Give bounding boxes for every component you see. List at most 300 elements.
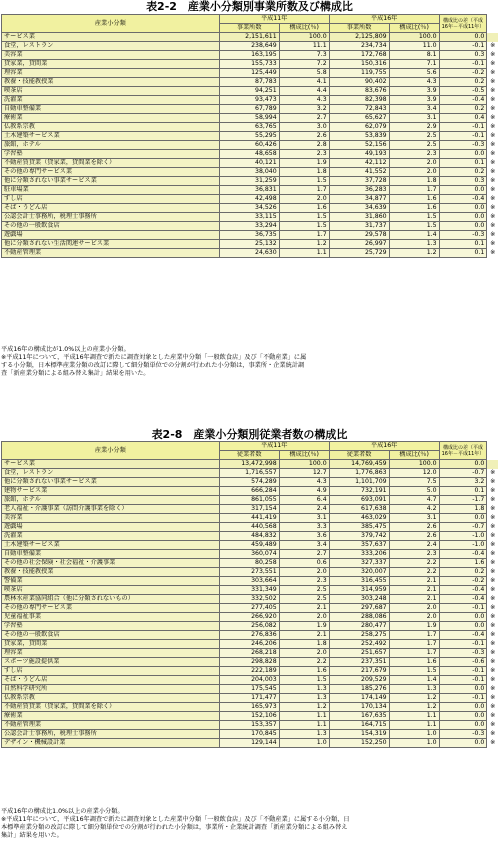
table-row — [2, 123, 499, 132]
ratio-16-cell: 2.2 — [389, 568, 439, 577]
count-11-cell: 175,545 — [219, 685, 279, 694]
count-16-cell: 217,679 — [329, 667, 389, 676]
table-row — [2, 240, 499, 249]
table1-count-header-11: 事業所数 — [219, 24, 279, 33]
note-line: 平成16年の構成比が1.0%以上の産業小分類。 — [1, 346, 130, 353]
row-label: 旅館，ホテル — [2, 141, 220, 150]
count-11-cell: 332,502 — [219, 595, 279, 604]
ratio-11-cell: 3.0 — [279, 123, 329, 132]
ratio-16-cell: 11.0 — [389, 42, 439, 51]
table1-notes — [1, 346, 481, 378]
row-label: 食堂，レストラン — [2, 42, 220, 51]
row-label: 農林水産業協同組合（他に分類されないもの） — [2, 595, 220, 604]
count-16-cell: 288,086 — [329, 613, 389, 622]
ratio-11-cell: 2.3 — [279, 577, 329, 586]
ratio-16-cell: 1.4 — [389, 676, 439, 685]
note-mark: ※ — [487, 694, 498, 703]
diff-cell: 0.1 — [439, 487, 487, 496]
ratio-16-cell: 3.1 — [389, 514, 439, 523]
count-11-cell: 36,735 — [219, 231, 279, 240]
ratio-11-cell: 4.9 — [279, 487, 329, 496]
count-16-cell: 34,639 — [329, 204, 389, 213]
ratio-11-cell: 3.6 — [279, 532, 329, 541]
ratio-11-cell: 1.6 — [279, 667, 329, 676]
ratio-16-cell: 2.6 — [389, 523, 439, 532]
ratio-16-cell: 3.9 — [389, 87, 439, 96]
count-16-cell: 172,768 — [329, 51, 389, 60]
diff-cell: -0.6 — [439, 658, 487, 667]
count-11-cell: 40,121 — [219, 159, 279, 168]
ratio-11-cell: 3.1 — [279, 514, 329, 523]
table2-employees — [1, 441, 498, 748]
ratio-16-cell: 3.1 — [389, 114, 439, 123]
diff-cell: 0.0 — [439, 613, 487, 622]
diff-cell: -0.4 — [439, 631, 487, 640]
row-label: 療術業 — [2, 712, 220, 721]
row-label: 旅館，ホテル — [2, 496, 220, 505]
count-16-cell: 82,398 — [329, 96, 389, 105]
count-16-cell: 37,728 — [329, 177, 389, 186]
table2-h11-header: 平成11年 — [219, 442, 329, 451]
table-row — [2, 685, 499, 694]
count-16-cell: 152,250 — [329, 739, 389, 748]
ratio-16-cell: 1.3 — [389, 685, 439, 694]
count-16-cell: 320,007 — [329, 568, 389, 577]
diff-cell: 0.0 — [439, 33, 487, 42]
row-label: 警備業 — [2, 577, 220, 586]
note-mark: ※ — [487, 123, 498, 132]
row-label: 不動産管理業 — [2, 721, 220, 730]
note-mark: ※ — [487, 168, 498, 177]
ratio-11-cell: 2.4 — [279, 505, 329, 514]
row-label: 他に分類されない事業サービス業 — [2, 177, 220, 186]
diff-cell: 0.0 — [439, 186, 487, 195]
note-mark: ※ — [487, 240, 498, 249]
count-16-cell: 34,877 — [329, 195, 389, 204]
row-label: 仏教系宗教 — [2, 694, 220, 703]
table-row — [2, 78, 499, 87]
note-mark: ※ — [487, 69, 498, 78]
note-mark: ※ — [487, 721, 498, 730]
count-11-cell: 266,920 — [219, 613, 279, 622]
ratio-16-cell: 1.7 — [389, 631, 439, 640]
table-row — [2, 712, 499, 721]
table-row — [2, 622, 499, 631]
row-label: 自動車整備業 — [2, 550, 220, 559]
diff-cell: 0.2 — [439, 105, 487, 114]
diff-cell: -0.4 — [439, 550, 487, 559]
table-row — [2, 586, 499, 595]
row-label: 自然科学研究所 — [2, 685, 220, 694]
count-16-cell: 25,729 — [329, 249, 389, 258]
row-label: その他の専門サービス業 — [2, 168, 220, 177]
diff-cell: 0.2 — [439, 568, 487, 577]
note-mark — [487, 460, 498, 469]
note-line: する小分類，日本標準産業分類の改訂に際して細分類単位での分割が行われた小分類は，事業所・企業統計調 — [1, 362, 305, 369]
count-11-cell: 256,082 — [219, 622, 279, 631]
row-label: 不動産賃貸業（貸家業，貸間業を除く） — [2, 159, 220, 168]
ratio-16-cell: 2.4 — [389, 541, 439, 550]
table-row — [2, 69, 499, 78]
ratio-11-cell: 1.3 — [279, 685, 329, 694]
table-row — [2, 231, 499, 240]
count-16-cell: 316,455 — [329, 577, 389, 586]
row-label: 学習塾 — [2, 150, 220, 159]
note-mark: ※ — [487, 222, 498, 231]
ratio-16-cell: 4.3 — [389, 78, 439, 87]
row-label: 土木建築サービス業 — [2, 132, 220, 141]
diff-cell: -0.1 — [439, 42, 487, 51]
ratio-11-cell: 3.4 — [279, 541, 329, 550]
ratio-16-cell: 2.0 — [389, 613, 439, 622]
count-11-cell: 165,973 — [219, 703, 279, 712]
count-11-cell: 484,832 — [219, 532, 279, 541]
row-label: 公認会計士事務所，税理士事務所 — [2, 730, 220, 739]
ratio-11-cell: 2.0 — [279, 613, 329, 622]
row-label: 遊戯場 — [2, 523, 220, 532]
diff-cell: -0.1 — [439, 132, 487, 141]
count-11-cell: 2,151,611 — [219, 33, 279, 42]
row-label: 教養・技能教授業 — [2, 78, 220, 87]
table1-title: 表2-2 産業小分類別事業所数及び構成比 — [146, 0, 353, 13]
row-label: 老人福祉・介護事業（訪問介護事業を除く） — [2, 505, 220, 514]
row-label: 駐車場業 — [2, 186, 220, 195]
count-11-cell: 55,295 — [219, 132, 279, 141]
count-11-cell: 36,831 — [219, 186, 279, 195]
ratio-11-cell: 12.7 — [279, 469, 329, 478]
ratio-11-cell: 2.1 — [279, 631, 329, 640]
note-mark: ※ — [487, 496, 498, 505]
table-row — [2, 177, 499, 186]
note-mark: ※ — [487, 505, 498, 514]
ratio-16-cell: 5.0 — [389, 487, 439, 496]
row-label: その他の一般飲食店 — [2, 631, 220, 640]
table-row — [2, 640, 499, 649]
ratio-11-cell: 1.9 — [279, 159, 329, 168]
ratio-16-cell: 1.2 — [389, 703, 439, 712]
count-16-cell: 41,552 — [329, 168, 389, 177]
note-mark: ※ — [487, 132, 498, 141]
ratio-16-cell: 1.8 — [389, 177, 439, 186]
count-11-cell: 31,259 — [219, 177, 279, 186]
note-mark: ※ — [487, 469, 498, 478]
table-row — [2, 168, 499, 177]
ratio-16-cell: 2.0 — [389, 168, 439, 177]
ratio-11-cell: 1.6 — [279, 204, 329, 213]
count-11-cell: 246,206 — [219, 640, 279, 649]
count-16-cell: 65,627 — [329, 114, 389, 123]
note-mark — [487, 33, 498, 42]
ratio-11-cell: 1.8 — [279, 640, 329, 649]
count-16-cell: 31,860 — [329, 213, 389, 222]
count-11-cell: 80,258 — [219, 559, 279, 568]
table-row — [2, 249, 499, 258]
diff-cell: 0.0 — [439, 721, 487, 730]
row-label: 不動産管理業 — [2, 249, 220, 258]
note-mark: ※ — [487, 676, 498, 685]
table1-establishments — [1, 14, 498, 258]
count-11-cell: 861,055 — [219, 496, 279, 505]
note-line: 集計」結果を用いた。 — [1, 832, 63, 839]
ratio-11-cell: 4.3 — [279, 96, 329, 105]
table-row — [2, 469, 499, 478]
ratio-16-cell: 1.2 — [389, 249, 439, 258]
count-16-cell: 154,319 — [329, 730, 389, 739]
ratio-16-cell: 4.2 — [389, 505, 439, 514]
count-16-cell: 83,676 — [329, 87, 389, 96]
row-label: 療術業 — [2, 114, 220, 123]
diff-cell: -0.2 — [439, 69, 487, 78]
diff-cell: -0.1 — [439, 694, 487, 703]
ratio-16-cell: 2.1 — [389, 577, 439, 586]
note-mark: ※ — [487, 60, 498, 69]
note-mark: ※ — [487, 577, 498, 586]
count-11-cell: 58,994 — [219, 114, 279, 123]
count-11-cell: 152,106 — [219, 712, 279, 721]
row-label: そば・うどん店 — [2, 204, 220, 213]
table-row — [2, 33, 499, 42]
row-label: そば・うどん店 — [2, 676, 220, 685]
ratio-11-cell: 2.6 — [279, 132, 329, 141]
diff-cell: 0.0 — [439, 150, 487, 159]
row-label: すし店 — [2, 195, 220, 204]
row-label: 仏教系宗教 — [2, 123, 220, 132]
row-label: その他の専門サービス業 — [2, 604, 220, 613]
ratio-16-cell: 1.4 — [389, 231, 439, 240]
ratio-16-cell: 3.9 — [389, 96, 439, 105]
count-11-cell: 170,845 — [219, 730, 279, 739]
count-16-cell: 42,112 — [329, 159, 389, 168]
table-row — [2, 523, 499, 532]
count-11-cell: 13,472,998 — [219, 460, 279, 469]
diff-cell: 0.2 — [439, 168, 487, 177]
table-row — [2, 559, 499, 568]
table-row — [2, 514, 499, 523]
table-row — [2, 649, 499, 658]
ratio-16-cell: 2.9 — [389, 123, 439, 132]
count-11-cell: 24,630 — [219, 249, 279, 258]
ratio-16-cell: 1.6 — [389, 658, 439, 667]
row-label: デザイン・機械設計業 — [2, 739, 220, 748]
table-row — [2, 667, 499, 676]
count-16-cell: 90,402 — [329, 78, 389, 87]
row-label: サービス業 — [2, 460, 220, 469]
diff-cell: 0.0 — [439, 213, 487, 222]
ratio-16-cell: 1.5 — [389, 222, 439, 231]
diff-cell: 0.3 — [439, 51, 487, 60]
ratio-16-cell: 7.1 — [389, 60, 439, 69]
note-line: 平成16年の構成比1.0%以上の産業小分類。 — [1, 808, 124, 815]
note-mark: ※ — [487, 231, 498, 240]
diff-cell: -0.2 — [439, 577, 487, 586]
table-row — [2, 631, 499, 640]
count-11-cell: 38,040 — [219, 168, 279, 177]
count-11-cell: 222,189 — [219, 667, 279, 676]
diff-cell: -0.4 — [439, 195, 487, 204]
count-16-cell: 234,734 — [329, 42, 389, 51]
table-row — [2, 42, 499, 51]
count-11-cell: 129,144 — [219, 739, 279, 748]
note-mark: ※ — [487, 595, 498, 604]
table2-ratio-header-16: 構成比(％) — [389, 451, 439, 460]
note-mark: ※ — [487, 213, 498, 222]
count-16-cell: 31,737 — [329, 222, 389, 231]
row-label: 教養・技能教授業 — [2, 568, 220, 577]
table-row — [2, 105, 499, 114]
note-mark: ※ — [487, 739, 498, 748]
count-11-cell: 1,716,557 — [219, 469, 279, 478]
count-11-cell: 155,733 — [219, 60, 279, 69]
table-row — [2, 141, 499, 150]
table-row — [2, 739, 499, 748]
diff-cell: -0.1 — [439, 676, 487, 685]
note-mark: ※ — [487, 249, 498, 258]
ratio-16-cell: 100.0 — [389, 33, 439, 42]
ratio-16-cell: 1.2 — [389, 694, 439, 703]
table2-title: 表2-8 産業小分類別従業者数の構成比 — [151, 428, 348, 441]
row-label: サービス業 — [2, 33, 220, 42]
ratio-16-cell: 1.9 — [389, 622, 439, 631]
ratio-11-cell: 3.3 — [279, 523, 329, 532]
diff-cell: -0.1 — [439, 604, 487, 613]
row-label: 公認会計士事務所，税理士事務所 — [2, 213, 220, 222]
diff-cell: 1.6 — [439, 559, 487, 568]
ratio-16-cell: 5.6 — [389, 69, 439, 78]
diff-cell: 0.0 — [439, 712, 487, 721]
table-row — [2, 703, 499, 712]
ratio-11-cell: 2.0 — [279, 195, 329, 204]
note-mark: ※ — [487, 204, 498, 213]
table-row — [2, 460, 499, 469]
diff-cell: 0.0 — [439, 685, 487, 694]
count-11-cell: 125,449 — [219, 69, 279, 78]
diff-cell: -0.1 — [439, 640, 487, 649]
count-11-cell: 67,789 — [219, 105, 279, 114]
table-row — [2, 60, 499, 69]
count-16-cell: 72,843 — [329, 105, 389, 114]
row-label: 自動車整備業 — [2, 105, 220, 114]
row-label: 美容業 — [2, 514, 220, 523]
count-11-cell: 48,658 — [219, 150, 279, 159]
ratio-11-cell: 3.2 — [279, 105, 329, 114]
row-label: 土木建築サービス業 — [2, 541, 220, 550]
count-16-cell: 170,134 — [329, 703, 389, 712]
ratio-11-cell: 100.0 — [279, 33, 329, 42]
note-mark: ※ — [487, 105, 498, 114]
ratio-16-cell: 3.4 — [389, 105, 439, 114]
diff-cell: 0.0 — [439, 204, 487, 213]
count-11-cell: 153,357 — [219, 721, 279, 730]
ratio-11-cell: 0.6 — [279, 559, 329, 568]
diff-cell: -0.7 — [439, 469, 487, 478]
note-mark: ※ — [487, 604, 498, 613]
table-row — [2, 577, 499, 586]
count-16-cell: 333,206 — [329, 550, 389, 559]
count-11-cell: 331,349 — [219, 586, 279, 595]
diff-cell: -0.3 — [439, 730, 487, 739]
ratio-16-cell: 1.0 — [389, 739, 439, 748]
note-line: ※平成11年について，平成16年調査で新たに調査対象とした産業中分類「一般飲食店」及び「不動産業」に属する小分類，日 — [1, 816, 350, 823]
row-label: 建物サービス業 — [2, 487, 220, 496]
table-row — [2, 195, 499, 204]
table1-h16-header: 平成16年 — [329, 15, 439, 24]
ratio-16-cell: 100.0 — [389, 460, 439, 469]
row-label: 不動産賃貸業（貸家業，貸間業を除く） — [2, 703, 220, 712]
row-label: 貸家業，貸間業 — [2, 60, 220, 69]
count-16-cell: 26,997 — [329, 240, 389, 249]
row-label: その他の社会保険・社会福祉・介護事業 — [2, 559, 220, 568]
table2-notes — [1, 808, 481, 840]
table2-ratio-header-11: 構成比(％) — [279, 451, 329, 460]
diff-cell: 0.0 — [439, 622, 487, 631]
table2-count-header-11: 従業者数 — [219, 451, 279, 460]
ratio-11-cell: 1.2 — [279, 240, 329, 249]
row-label: 学習塾 — [2, 622, 220, 631]
diff-cell: -0.5 — [439, 87, 487, 96]
diff-cell: -0.4 — [439, 96, 487, 105]
note-mark: ※ — [487, 550, 498, 559]
ratio-16-cell: 2.3 — [389, 550, 439, 559]
ratio-16-cell: 1.6 — [389, 204, 439, 213]
note-mark: ※ — [487, 487, 498, 496]
row-label: その他の一般飲食店 — [2, 222, 220, 231]
table-row — [2, 595, 499, 604]
diff-cell: 0.3 — [439, 177, 487, 186]
ratio-16-cell: 1.5 — [389, 213, 439, 222]
count-16-cell: 2,125,809 — [329, 33, 389, 42]
ratio-16-cell: 2.6 — [389, 532, 439, 541]
count-11-cell: 42,498 — [219, 195, 279, 204]
diff-cell: -1.7 — [439, 496, 487, 505]
count-16-cell: 36,283 — [329, 186, 389, 195]
count-16-cell: 49,193 — [329, 150, 389, 159]
count-11-cell: 574,289 — [219, 478, 279, 487]
table-row — [2, 114, 499, 123]
table-row — [2, 222, 499, 231]
note-mark: ※ — [487, 523, 498, 532]
count-16-cell: 185,276 — [329, 685, 389, 694]
table-row — [2, 496, 499, 505]
table-row — [2, 204, 499, 213]
table-row — [2, 532, 499, 541]
diff-cell: -0.3 — [439, 649, 487, 658]
diff-cell: 0.2 — [439, 78, 487, 87]
count-16-cell: 1,776,863 — [329, 469, 389, 478]
ratio-11-cell: 2.2 — [279, 658, 329, 667]
count-16-cell: 1,101,709 — [329, 478, 389, 487]
table1-diff-header: 構成比の差（平成16年－平成11年） — [439, 15, 487, 33]
ratio-16-cell: 2.5 — [389, 132, 439, 141]
row-label: 他に分類されない事業サービス業 — [2, 478, 220, 487]
ratio-11-cell: 5.8 — [279, 69, 329, 78]
note-mark: ※ — [487, 177, 498, 186]
count-16-cell: 357,637 — [329, 541, 389, 550]
count-16-cell: 693,091 — [329, 496, 389, 505]
ratio-16-cell: 2.0 — [389, 604, 439, 613]
note-mark: ※ — [487, 667, 498, 676]
diff-cell: 0.1 — [439, 240, 487, 249]
table-row — [2, 721, 499, 730]
ratio-11-cell: 2.5 — [279, 586, 329, 595]
ratio-11-cell: 7.2 — [279, 60, 329, 69]
ratio-11-cell: 1.5 — [279, 222, 329, 231]
diff-cell: 0.0 — [439, 514, 487, 523]
note-mark: ※ — [487, 87, 498, 96]
note-mark: ※ — [487, 51, 498, 60]
ratio-11-cell: 1.7 — [279, 186, 329, 195]
table1-count-header-16: 事業所数 — [329, 24, 389, 33]
table2-count-header-16: 従業者数 — [329, 451, 389, 460]
